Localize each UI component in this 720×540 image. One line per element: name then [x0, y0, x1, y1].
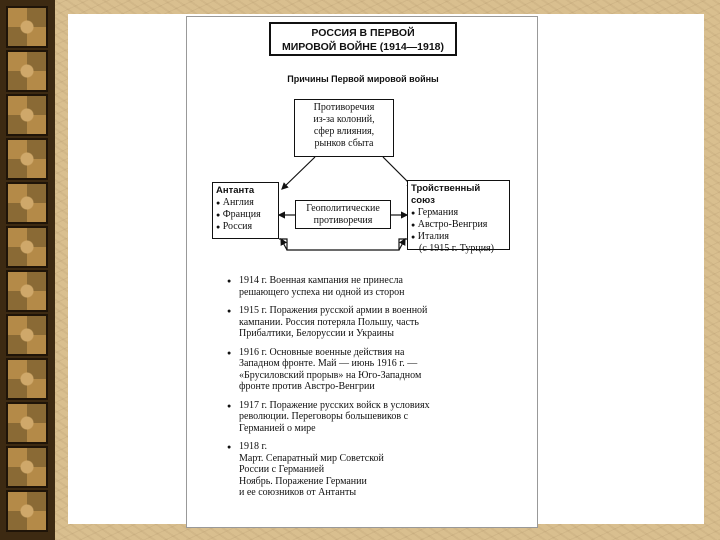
- entente-member: Франция: [222, 209, 261, 220]
- bullet-icon: ●: [216, 211, 221, 219]
- ornament-tile: [6, 182, 48, 224]
- list-item: [227, 400, 527, 435]
- box-line: рынков сбыта: [314, 138, 374, 149]
- event-line: 1915 г. Поражения русской армии в военной: [239, 305, 428, 316]
- ornament-tile: [6, 138, 48, 180]
- alliance-member: Италия: [417, 231, 449, 242]
- bullet-icon: ●: [216, 199, 221, 207]
- alliance-member: Германия: [417, 207, 459, 218]
- ornament-tile: [6, 50, 48, 92]
- event-line: Прибалтики, Белоруссии и Украины: [239, 328, 394, 339]
- bullet-icon: ●: [411, 209, 416, 217]
- ornament-tile: [6, 226, 48, 268]
- geopolitics-box: [295, 200, 391, 229]
- diagram-heading: Причины Первой мировой войны: [287, 74, 439, 84]
- bullet-icon: ●: [227, 401, 232, 410]
- arrow-bottom-left: [281, 239, 287, 250]
- event-line: «Брусиловский прорыв» на Юго-Западном: [239, 369, 422, 381]
- ornament-tile: [6, 446, 48, 488]
- ornament-tile: [6, 6, 48, 48]
- entente-box: [212, 182, 279, 239]
- event-line: 1916 г. Основные военные действия на: [239, 346, 405, 358]
- arrow-to-entente: [282, 157, 315, 189]
- box-line: сфер влияния,: [313, 126, 375, 137]
- event-line: Германией о мире: [239, 422, 316, 434]
- bullet-icon: ●: [411, 221, 416, 229]
- triple-alliance-box: [407, 180, 510, 254]
- ornament-tile: [6, 94, 48, 136]
- box-line: противоречия: [313, 215, 373, 226]
- document-page: [186, 16, 538, 528]
- bullet-icon: ●: [227, 348, 232, 357]
- contradictions-box: [294, 99, 394, 157]
- title-line: МИРОВОЙ ВОЙНЕ (1914—1918): [281, 41, 445, 53]
- bullet-icon: ●: [227, 307, 232, 315]
- bullet-icon: ●: [216, 223, 221, 231]
- event-line: кампании. Россия потеряла Польшу, часть: [239, 316, 419, 328]
- event-line: 1914 г. Военная кампания не принесла: [239, 275, 403, 286]
- event-line: Ноябрь. Поражение Германии: [239, 475, 367, 487]
- event-line: 1918 г.: [239, 441, 267, 452]
- triple-alliance-heading: Тройственный союз: [411, 183, 481, 206]
- box-line: Противоречия: [313, 102, 375, 113]
- ornament-tile: [6, 490, 48, 532]
- alliance-member: Австро-Венгрия: [417, 219, 488, 230]
- left-ornamental-border: [0, 0, 55, 540]
- list-item: [227, 441, 527, 499]
- events-list: [227, 275, 527, 506]
- list-item: [227, 347, 527, 393]
- bullet-icon: ●: [411, 233, 416, 241]
- event-line: России с Германией: [239, 464, 325, 475]
- bullet-icon: ●: [227, 277, 232, 285]
- entente-member: Россия: [222, 221, 253, 232]
- title-line: РОССИЯ В ПЕРВОЙ: [311, 27, 415, 39]
- event-line: революции. Переговоры большевиков с: [239, 411, 409, 422]
- arrow-bottom-right: [399, 239, 405, 250]
- list-item: [227, 305, 527, 340]
- ornament-tile: [6, 314, 48, 356]
- ornament-tile: [6, 402, 48, 444]
- event-line: Март. Сепаратный мир Советской: [239, 452, 384, 464]
- event-line: фронте против Австро-Венгрии: [239, 381, 375, 392]
- entente-member: Англия: [222, 197, 254, 208]
- event-line: решающего успеха ни одной из сторон: [239, 286, 405, 298]
- bullet-icon: ●: [227, 443, 232, 451]
- ornament-tile: [6, 358, 48, 400]
- alliance-note: (с 1915 г. Турция): [419, 243, 494, 254]
- event-line: Западном фронте. Май — июнь 1916 г. —: [239, 358, 418, 369]
- list-item: [227, 275, 527, 298]
- ornament-tile: [6, 270, 48, 312]
- event-line: 1917 г. Поражение русских войск в условиях: [239, 399, 430, 411]
- box-line: из-за колоний,: [313, 114, 375, 125]
- bottom-connector: [279, 239, 407, 250]
- event-line: и ее союзников от Антанты: [239, 487, 357, 498]
- entente-heading: Антанта: [216, 185, 255, 196]
- box-line: Геополитические: [306, 203, 380, 214]
